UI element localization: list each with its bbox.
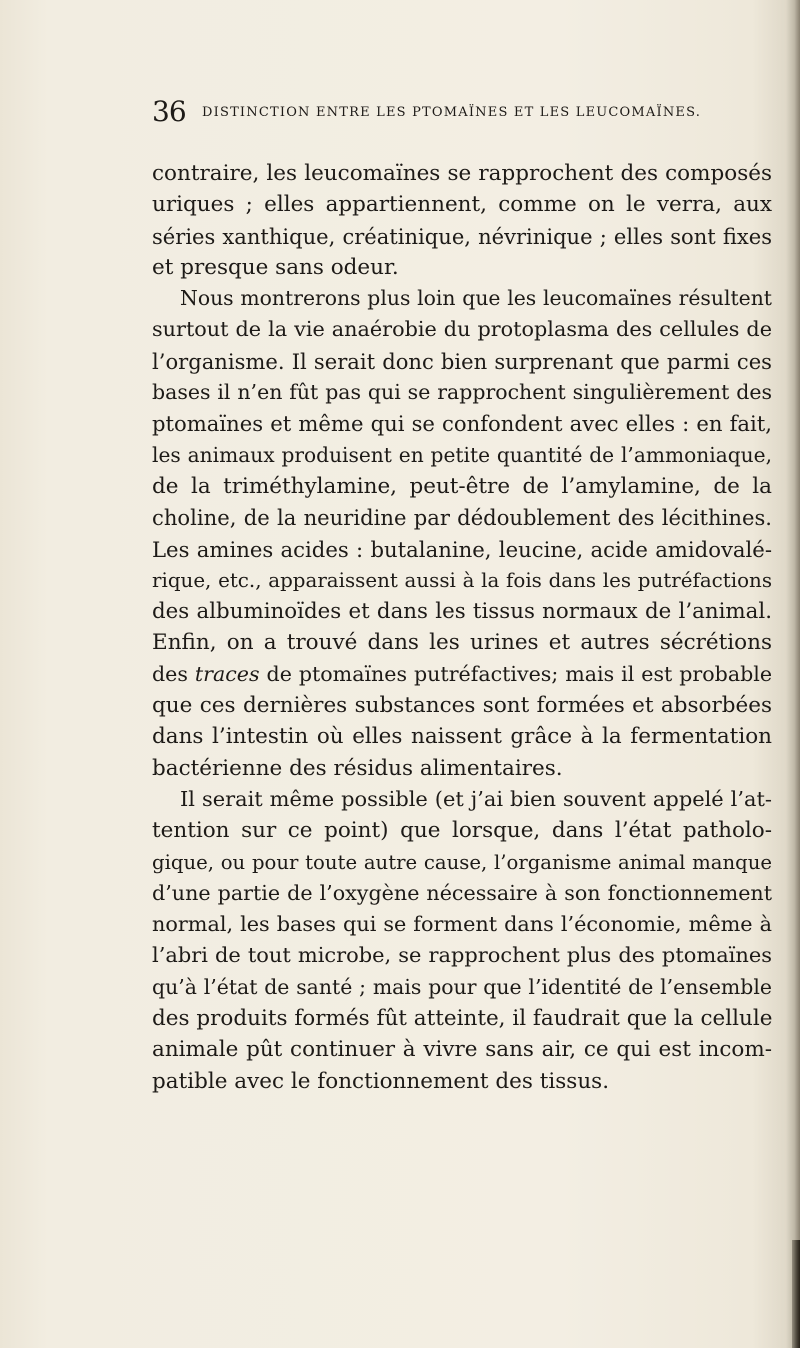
text-line: d’une partie de l’oxygène nécessaire à son fonctionnement	[152, 880, 772, 905]
text-line: bactérienne des résidus alimentaires.	[152, 755, 563, 781]
text-line: tention sur ce point) que lorsque, dans l’état patholo-	[152, 818, 772, 844]
text-line: gique, ou pour toute autre cause, l’organisme animal manque	[152, 850, 772, 874]
text-fragment: de ptomaïnes putréfactives; mais il est probable	[266, 661, 773, 686]
paragraph-1	[152, 158, 772, 283]
text-line: choline, de la neuridine par dédoublement des lécithines.	[152, 505, 772, 531]
text-line: qu’à l’état de santé ; mais pour que l’identité de l’ensemble	[152, 974, 772, 999]
text-line: séries xanthique, créatinique, névrinique ; elles sont fixes	[152, 223, 772, 249]
paragraph-2	[152, 283, 772, 784]
text-line: des albuminoïdes et dans les tissus normaux de l’animal.	[152, 599, 772, 625]
paragraph-3	[152, 784, 772, 1097]
page-header	[152, 90, 752, 134]
italic-word: traces	[194, 661, 260, 686]
text-line-with-italic	[152, 659, 772, 690]
text-line: normal, les bases qui se forment dans l’économie, même à	[152, 912, 772, 937]
text-fragment: des	[152, 661, 188, 686]
text-line: l’abri de tout microbe, se rapprochent plus des ptomaïnes	[152, 943, 772, 968]
page-edge-shadow	[786, 0, 800, 1348]
text-line: ptomaïnes et même qui se confondent avec elles : en fait,	[152, 411, 772, 437]
running-title: DISTINCTION ENTRE LES PTOMAÏNES ET LES LEUCOMAÏNES.	[202, 105, 702, 120]
text-line: de la triméthylamine, peut-être de l’amylamine, de la	[152, 473, 772, 499]
text-line: Il serait même possible (et j’ai bien souvent appelé l’at-	[180, 786, 772, 811]
text-line: les animaux produisent en petite quantité de l’ammoniaque,	[152, 442, 772, 467]
text-line: Enfin, on a trouvé dans les urines et autres sécrétions	[152, 630, 772, 656]
text-line: des produits formés fût atteinte, il faudrait que la cellule	[152, 1006, 773, 1032]
text-line: uriques ; elles appartiennent, comme on le verra, aux	[152, 192, 772, 218]
text-line: Les amines acides : butalanine, leucine, acide amidovalé-	[152, 536, 772, 562]
text-line: surtout de la vie anaérobie du protoplasma des cellules de	[152, 317, 772, 342]
text-line: l’organisme. Il serait donc bien surprenant que parmi ces	[152, 348, 772, 374]
text-line: rique, etc., apparaissent aussi à la fois dans les putréfactions	[152, 568, 772, 592]
text-line: contraire, les leucomaïnes se rapprochent des composés	[152, 161, 772, 186]
text-line: Nous montrerons plus loin que les leucomaïnes résultent	[180, 286, 772, 311]
body-text	[152, 158, 772, 1097]
text-line: dans l’intestin où elles naissent grâce à la fermentation	[152, 724, 772, 750]
text-line: animale pût continuer à vivre sans air, ce qui est incom-	[152, 1037, 772, 1063]
page-number: 36	[152, 95, 186, 128]
text-line: patible avec le fonctionnement des tissus.	[152, 1068, 610, 1094]
page-edge-dark	[792, 1240, 800, 1348]
text-line: que ces dernières substances sont formées et absorbées	[152, 693, 772, 719]
text-line: et presque sans odeur.	[152, 254, 399, 280]
text-line: bases il n’en fût pas qui se rapprochent singulièrement des	[152, 380, 772, 405]
